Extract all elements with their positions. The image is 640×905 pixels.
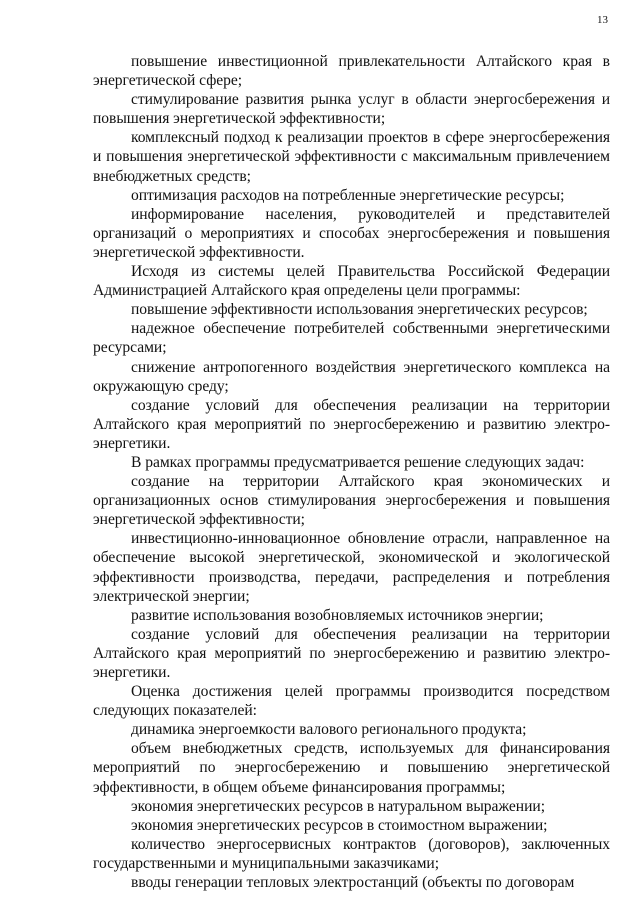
document-body bbox=[93, 52, 610, 892]
paragraph: Исходя из системы целей Правительства Российской Федерации Администрацией Алтайского края определены цели программы: bbox=[93, 263, 610, 300]
paragraph: объем внебюджетных средств, используемых для финансирования мероприятий по энергосбережению и повышению энергетической эффективности, в общем объеме финансирования программы; bbox=[93, 740, 610, 796]
paragraph: В рамках программы предусматривается решение следующих задач: bbox=[131, 453, 585, 471]
paragraph: развитие использования возобновляемых источников энергии; bbox=[131, 606, 544, 624]
paragraph: экономия энергетических ресурсов в стоимостном выражении; bbox=[131, 816, 548, 834]
paragraph: количество энергосервисных контрактов (договоров), заключенных государственными и муниципальными заказчиками; bbox=[93, 835, 610, 872]
paragraph: создание условий для обеспечения реализации на территории Алтайского края мероприятий по энергосбережению и развитию электро-энергетики. bbox=[93, 625, 610, 681]
paragraph: оптимизация расходов на потребленные энергетические ресурсы; bbox=[131, 186, 565, 204]
paragraph: надежное обеспечение потребителей собственными энергетическими ресурсами; bbox=[93, 320, 610, 357]
paragraph: повышение эффективности использования энергетических ресурсов; bbox=[131, 301, 588, 319]
paragraph: создание на территории Алтайского края экономических и организационных основ стимулирования энергосбережения и повышения энергетической эффективности; bbox=[93, 473, 610, 529]
paragraph: динамика энергоемкости валового регионального продукта; bbox=[131, 721, 527, 739]
paragraph: создание условий для обеспечения реализации на территории Алтайского края мероприятий по энергосбережению и развитию электро-энергетики. bbox=[93, 396, 610, 452]
paragraph: повышение инвестиционной привлекательности Алтайского края в энергетической сфере; bbox=[93, 53, 610, 90]
paragraph: вводы генерации тепловых электростанций (объекты по договорам bbox=[131, 874, 575, 892]
paragraph: стимулирование развития рынка услуг в области энергосбережения и повышения энергетической эффективности; bbox=[93, 91, 610, 128]
paragraph: информирование населения, руководителей и представителей организаций о мероприятиях и способах энергосбережения и повышения энергетической эффективности. bbox=[93, 205, 610, 261]
paragraph: Оценка достижения целей программы производится посредством следующих показателей: bbox=[93, 683, 610, 720]
paragraph: инвестиционно-инновационное обновление отрасли, направленное на обеспечение высокой энергетической, экономической и экологической эффективности производства, передачи, распределения и потребления электрической энергии; bbox=[93, 530, 610, 605]
paragraph: экономия энергетических ресурсов в натуральном выражении; bbox=[131, 797, 545, 815]
paragraph: снижение антропогенного воздействия энергетического комплекса на окружающую среду; bbox=[93, 358, 610, 395]
paragraph: комплексный подход к реализации проектов в сфере энергосбережения и повышения энергетической эффективности с максимальным привлечением внебюджетных средств; bbox=[93, 129, 610, 185]
page-number: 13 bbox=[597, 14, 608, 26]
